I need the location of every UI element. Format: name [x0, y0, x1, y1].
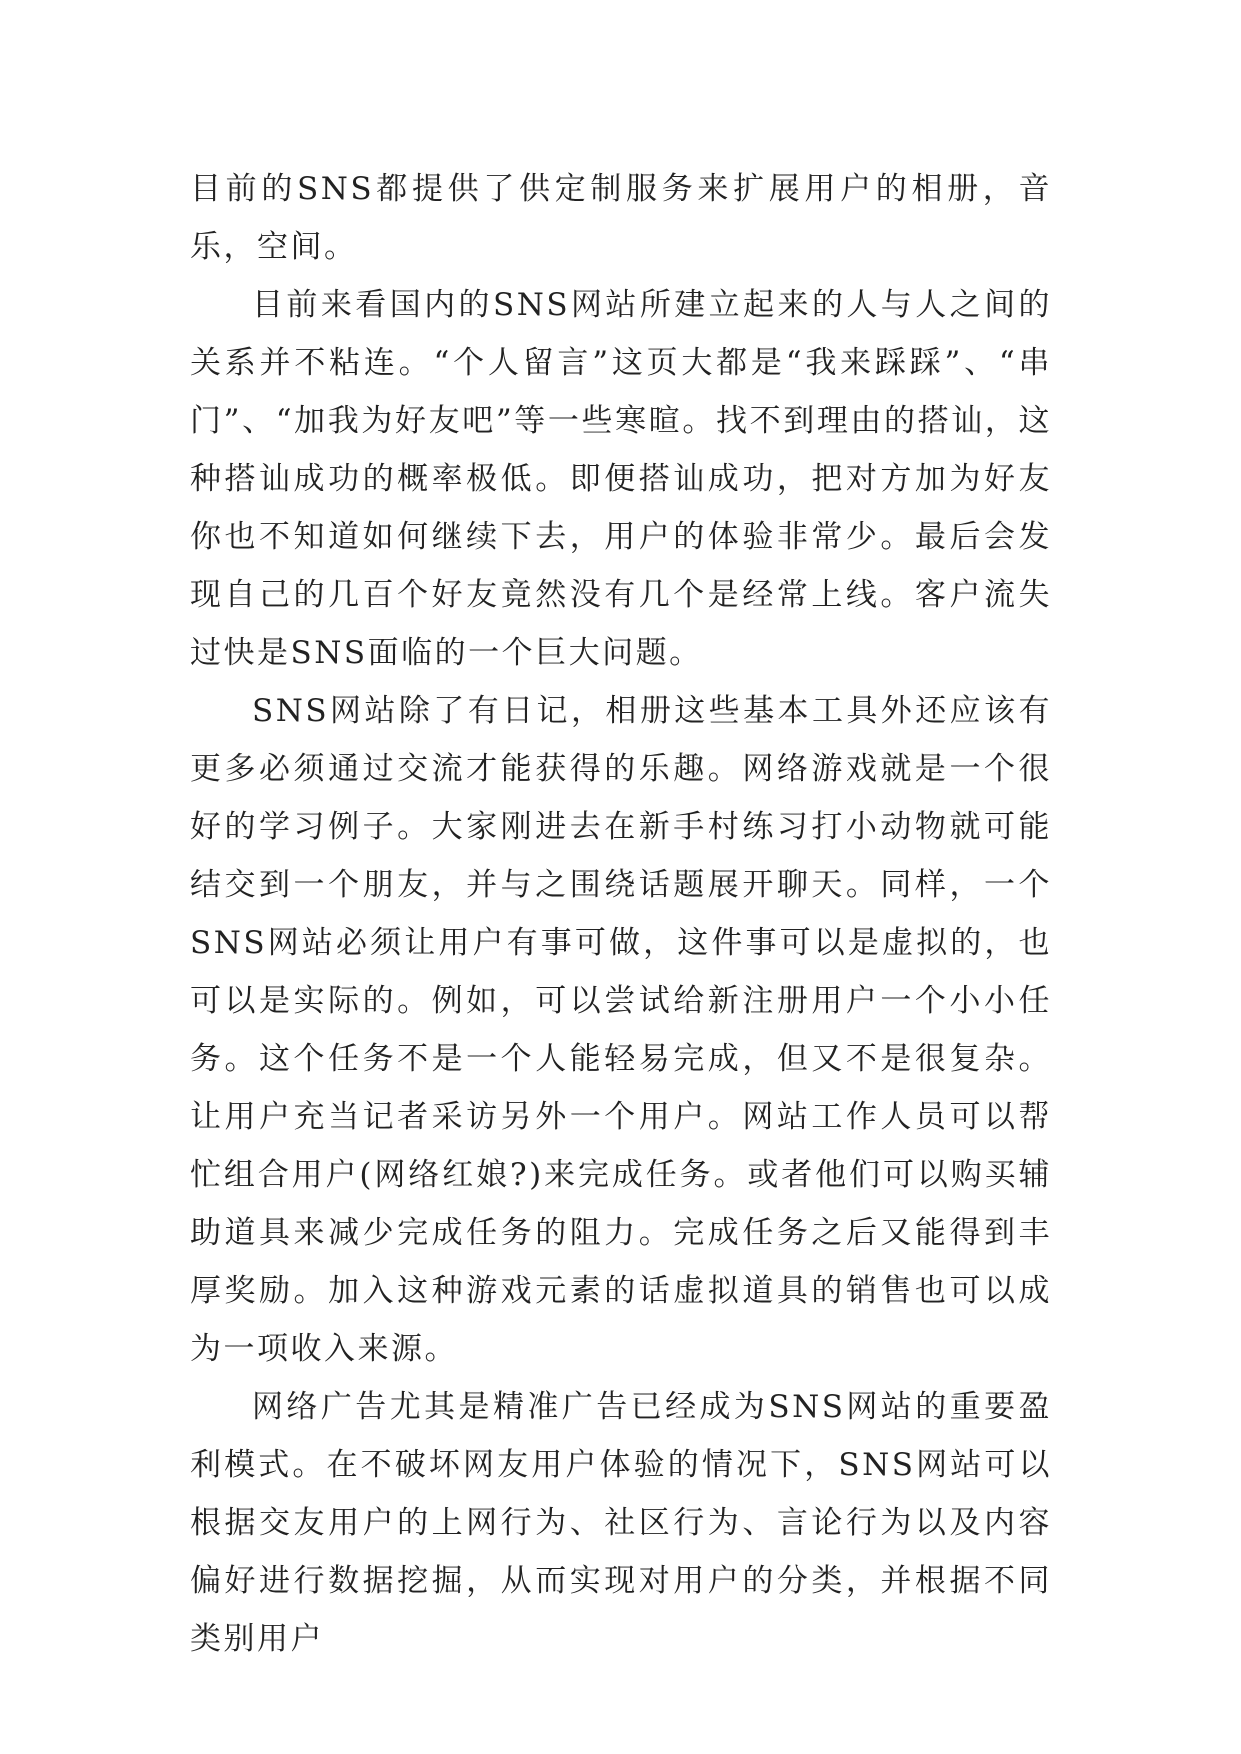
paragraph-3: SNS网站除了有日记，相册这些基本工具外还应该有更多必须通过交流才能获得的乐趣。网络游戏就是一个很好的学习例子。大家刚进去在新手村练习打小动物就可能结交到一个朋友，并与之围绕话题展开聊天。同样，一个SNS网站必须让用户有事可做，这件事可以是虚拟的，也可以是实际的。例如，可以尝试给新注册用户一个小小任务。这个任务不是一个人能轻易完成，但又不是很复杂。让用户充当记者采访另外一个用户。网站工作人员可以帮忙组合用户(网络红娘?)来完成任务。或者他们可以购买辅助道具来减少完成任务的阻力。完成任务之后又能得到丰厚奖励。加入这种游戏元素的话虚拟道具的销售也可以成为一项收入来源。 [190, 693, 1052, 1367]
paragraph-1: 目前的SNS都提供了供定制服务来扩展用户的相册，音乐，空间。 [190, 171, 1052, 265]
body-text [190, 160, 1052, 1668]
paragraph-2: 目前来看国内的SNS网站所建立起来的人与人之间的关系并不粘连。“个人留言”这页大都是“我来踩踩”、“串门”、“加我为好友吧”等一些寒暄。找不到理由的搭讪，这种搭讪成功的概率极低。即便搭讪成功，把对方加为好友你也不知道如何继续下去，用户的体验非常少。最后会发现自己的几百个好友竟然没有几个是经常上线。客户流失过快是SNS面临的一个巨大问题。 [190, 287, 1052, 671]
paragraph-4: 网络广告尤其是精准广告已经成为SNS网站的重要盈利模式。在不破坏网友用户体验的情况下，SNS网站可以根据交友用户的上网行为、社区行为、言论行为以及内容偏好进行数据挖掘，从而实现对用户的分类，并根据不同类别用户 [190, 1389, 1052, 1657]
